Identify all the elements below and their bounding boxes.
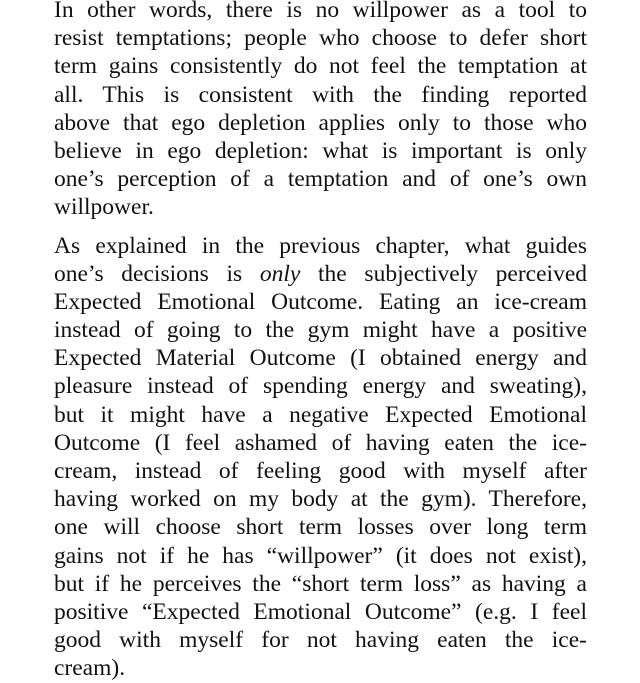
text-line: above that ego depletion applies only to those who: [54, 109, 587, 136]
text-line: pleasure instead of spending energy and sweating),: [54, 373, 587, 400]
text-line: all. This is consistent with the finding reported: [54, 81, 587, 108]
text-line: resist temptations; people who choose to defer short: [54, 25, 587, 52]
text-line: Expected Material Outcome (I obtained energy and: [54, 345, 587, 372]
text-line: believe in ego depletion: what is important is only: [54, 137, 587, 164]
text-line: good with myself for not having eaten the ice-: [54, 627, 587, 654]
text-line: one will choose short term losses over long term: [54, 514, 587, 541]
emphasis-only: only: [259, 260, 301, 287]
text-line: term gains consistently do not feel the temptation at: [54, 53, 587, 80]
text-line: but it might have a negative Expected Emotional: [54, 401, 587, 428]
paragraph-1: [54, 0, 587, 222]
text-line: cream, instead of feeling good with myself after: [54, 458, 587, 484]
text-line: but if he perceives the “short term loss” as having a: [54, 570, 587, 597]
text-line: instead of going to the gym might have a positive: [54, 317, 587, 344]
text-line-with-emphasis: [54, 260, 587, 288]
document-page: [54, 0, 587, 683]
text-line: In other words, there is no willpower as a tool to: [54, 0, 587, 23]
paragraph-2: [54, 232, 587, 683]
text-line: Outcome (I feel ashamed of having eaten the ice-: [54, 429, 587, 456]
text-segment: the subjectively perceived: [300, 260, 587, 287]
text-line: gains not if he has “willpower” (it does not exist),: [54, 542, 587, 569]
text-line: As explained in the previous chapter, what guides: [54, 232, 587, 259]
text-line: willpower.: [54, 194, 154, 221]
text-line: having worked on my body at the gym). Therefore,: [54, 486, 587, 513]
text-line: Expected Emotional Outcome. Eating an ice-cream: [54, 288, 587, 315]
text-line: one’s perception of a temptation and of one’s own: [54, 166, 587, 193]
text-line: cream).: [54, 655, 126, 682]
text-segment: one’s decisions is: [54, 260, 260, 287]
text-line: positive “Expected Emotional Outcome” (e.g. I feel: [54, 598, 587, 625]
